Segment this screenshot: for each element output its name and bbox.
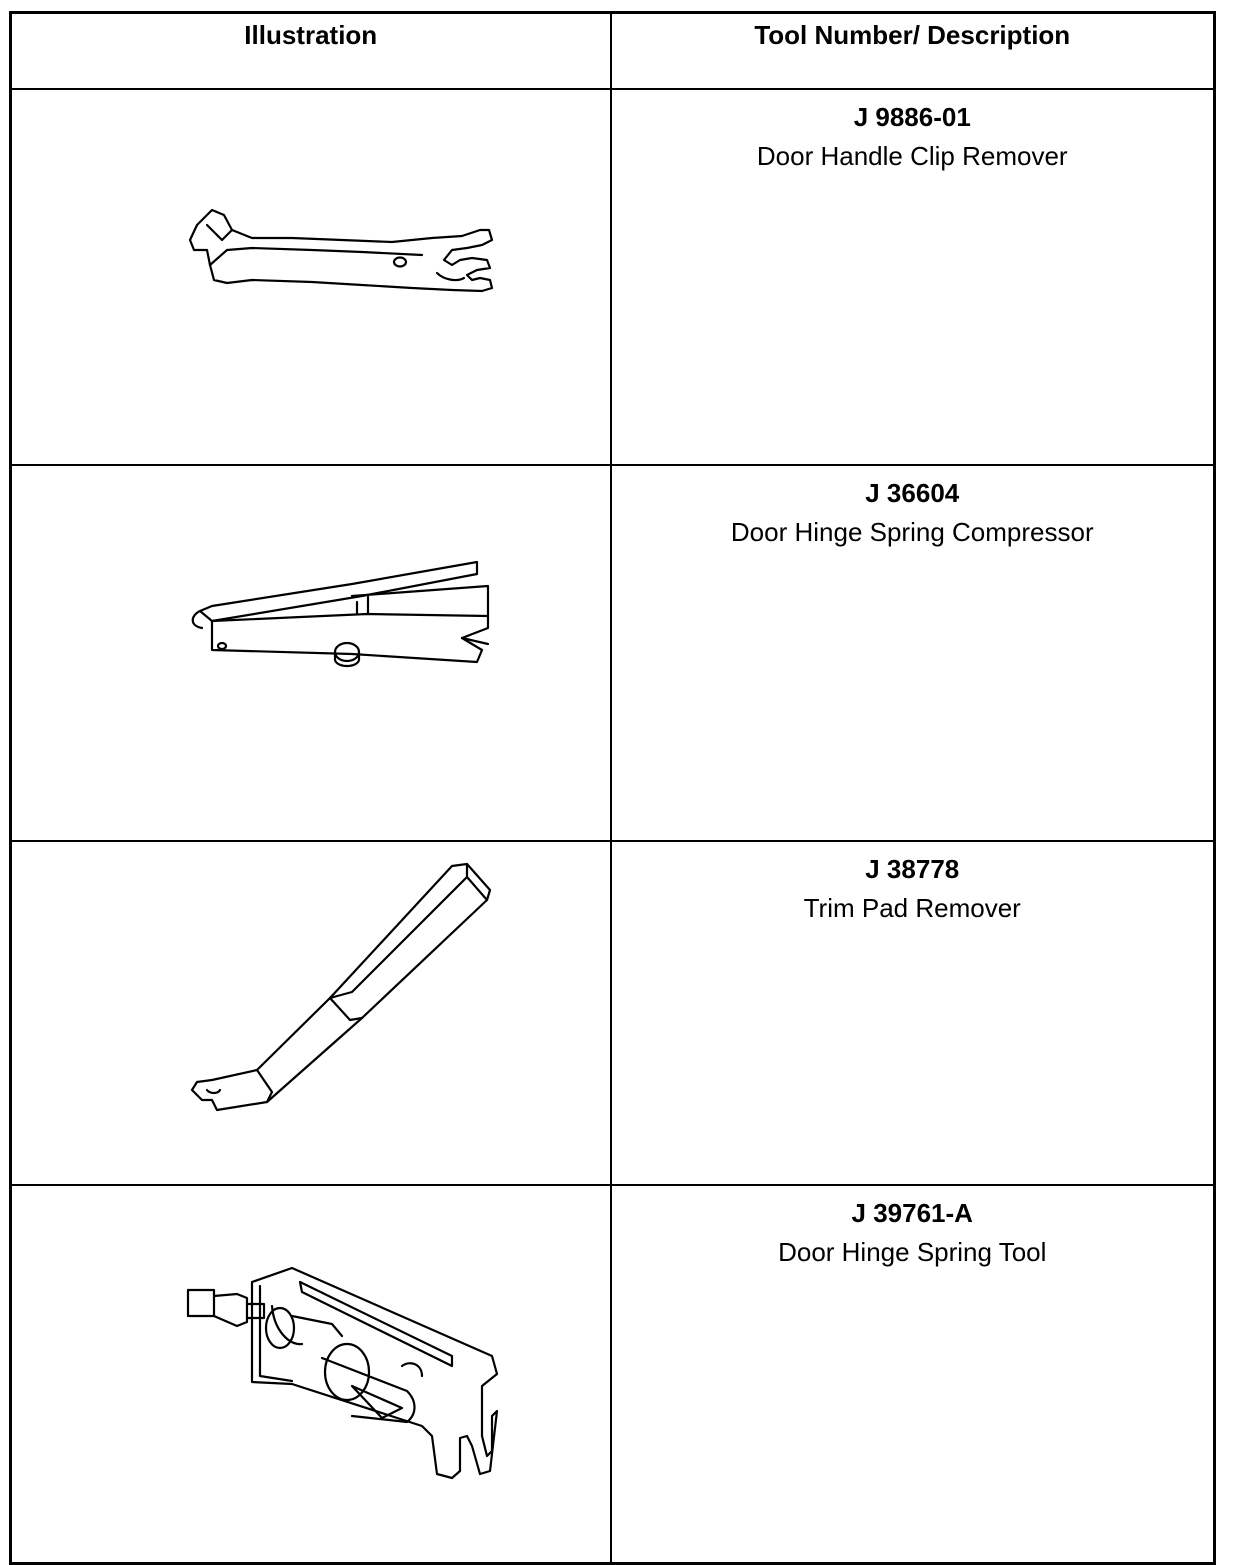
table-header-row [11,13,1215,90]
description-cell [611,841,1215,1185]
tool-number: J 36604 [865,478,960,508]
illustration-cell [11,465,611,841]
tool-description: Trim Pad Remover [803,893,1021,923]
column-header-description: Tool Number/ Description [611,13,1215,90]
door-handle-clip-remover-icon [12,90,612,456]
description-cell [611,1185,1215,1564]
table-row [11,1185,1215,1564]
tool-description: Door Handle Clip Remover [756,141,1068,171]
column-header-illustration: Illustration [11,13,611,90]
tool-description: Door Hinge Spring Tool [778,1237,1047,1267]
illustration-cell [11,841,611,1185]
tool-number: J 39761-A [851,1198,973,1228]
door-hinge-spring-compressor-icon [12,466,612,832]
table-row [11,465,1215,841]
table-row [11,89,1215,465]
tool-table [9,11,1216,1565]
trim-pad-remover-icon [12,842,612,1176]
tool-number: J 38778 [865,854,960,884]
door-hinge-spring-tool-icon [12,1186,612,1554]
tool-number: J 9886-01 [853,102,971,132]
illustration-cell [11,89,611,465]
table-row [11,841,1215,1185]
tool-description: Door Hinge Spring Compressor [730,517,1094,547]
description-cell [611,465,1215,841]
description-cell [611,89,1215,465]
illustration-cell [11,1185,611,1564]
